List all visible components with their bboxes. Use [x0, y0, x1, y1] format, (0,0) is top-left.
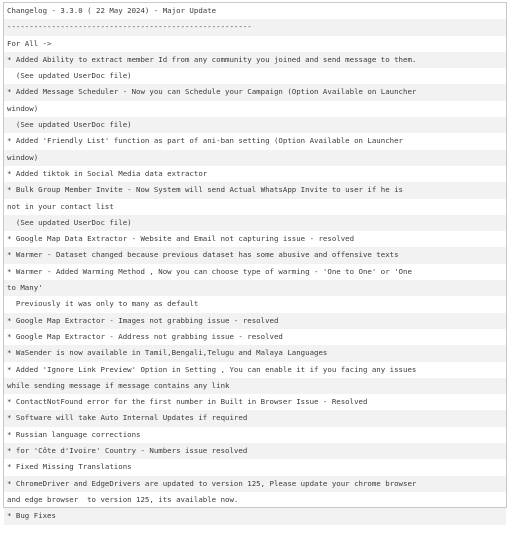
changelog-line: * Fixed Missing Translations: [7, 462, 132, 472]
changelog-line: * Google Map Data Extractor - Website and Email not capturing issue - resolved: [7, 234, 355, 244]
changelog-line: [4, 525, 506, 541]
changelog-line: * Warmer - Added Warming Method , Now you can choose type of warming - 'One to One' or 'One: [7, 266, 412, 276]
changelog-line: * Software will take Auto Internal Updates if required: [4, 410, 506, 426]
changelog-line: * Google Map Extractor - Address not grabbing issue - resolved: [7, 331, 283, 341]
changelog-text-panel: [3, 2, 507, 521]
changelog-line: * Bulk Group Member Invite - Now System will send Actual WhatsApp Invite to user if he is: [4, 182, 506, 198]
changelog-line: * ChromeDriver and EdgeDrivers are updated to version 125, Please update your chrome browser: [4, 476, 506, 492]
changelog-line: (See updated UserDoc file): [4, 215, 506, 231]
changelog-line: -------------------------------------------------------: [4, 19, 506, 35]
changelog-line: * Added Ability to extract member Id from any community you joined and send message to them.: [4, 52, 506, 68]
changelog-line: and edge browser to version 125, its available now.: [7, 494, 239, 504]
changelog-line: * Bug Fixes: [4, 508, 506, 524]
changelog-line: * Added 'Ignore Link Preview' Option in Setting , You can enable it if you facing any issues: [7, 364, 417, 374]
changelog-line: * ContactNotFound error for the first number in Built in Browser Issue - Resolved: [7, 397, 368, 407]
changelog-line: Changelog - 3.3.0 ( 22 May 2024) - Major Update: [7, 6, 217, 15]
changelog-line: * Added Message Scheduler - Now you can Schedule your Campaign (Option Available on Launcher: [4, 84, 506, 100]
changelog-line: (See updated UserDoc file): [7, 71, 132, 81]
changelog-line: * Added tiktok in Social Media data extractor: [7, 168, 208, 178]
changelog-line: Previously it was only to many as default: [7, 299, 199, 309]
changelog-line: * for 'Côte d'Ivoire' Country - Numbers issue resolved: [4, 443, 506, 459]
changelog-line: to Many': [4, 280, 506, 296]
changelog-line: * Google Map Extractor - Images not grabbing issue - resolved: [4, 313, 506, 329]
changelog-line: * WaSender is now available in Tamil,Bengali,Telugu and Malaya Languages: [4, 345, 506, 361]
changelog-line: * Warmer - Dataset changed because previous dataset has some abusive and offensive texts: [4, 247, 506, 263]
changelog-line: window): [4, 150, 506, 166]
changelog-line: window): [7, 103, 39, 113]
changelog-line: * Added 'Friendly List' function as part of ani-ban setting (Option Available on Launcher: [7, 136, 404, 146]
changelog-line: while sending message if message contains any link: [4, 378, 506, 394]
changelog-lines: [4, 3, 506, 541]
changelog-line: * Russian language corrections: [7, 429, 141, 439]
changelog-line: (See updated UserDoc file): [4, 117, 506, 133]
changelog-line: not in your contact list: [7, 201, 114, 211]
changelog-line: For All ->: [7, 38, 52, 48]
